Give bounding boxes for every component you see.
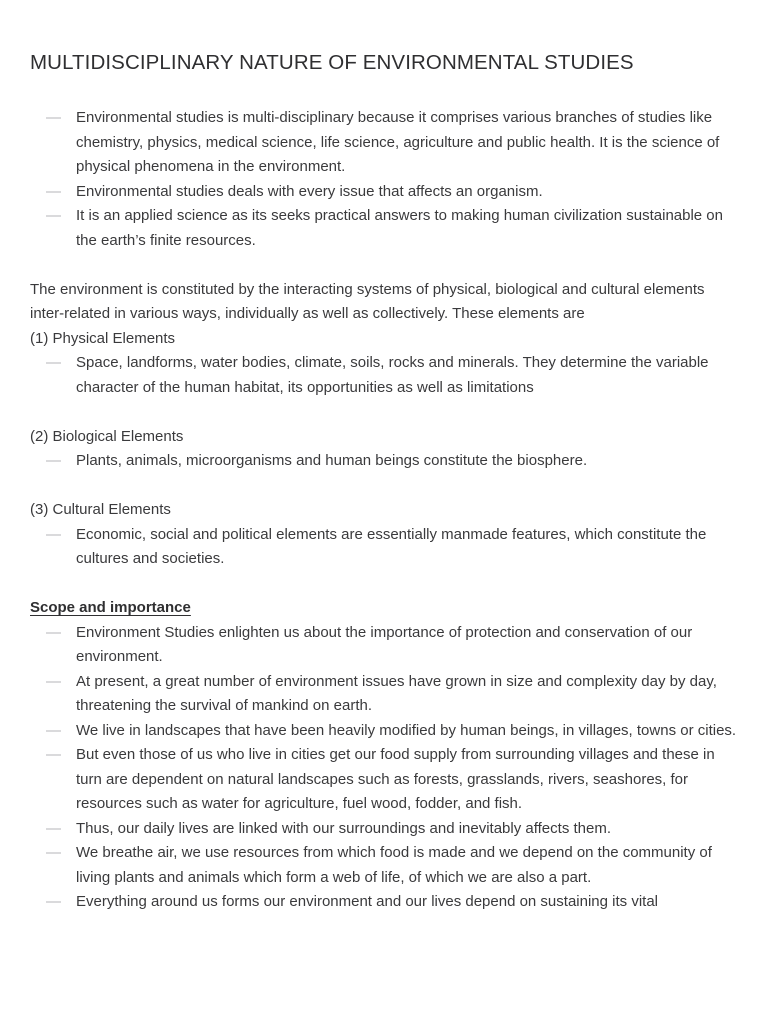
list-item (30, 743, 740, 817)
list-item-text: We breathe air, we use resources from which food is made and we depend on the community of living plants and animals which form a web of life, of which we are also a part. (76, 844, 712, 886)
list-item-text: Environmental studies deals with every issue that affects an organism. (76, 182, 543, 200)
spacer (30, 572, 740, 597)
list-item (30, 670, 740, 719)
dash-bullet: — (46, 207, 61, 224)
cultural-elements-list (30, 523, 740, 572)
physical-elements-list (30, 351, 740, 400)
dash-bullet: — (46, 746, 61, 763)
list-item-text: Plants, animals, microorganisms and human beings constitute the biosphere. (76, 452, 588, 469)
list-item (30, 719, 740, 744)
list-item-text: It is an applied science as its seeks practical answers to making human civilization sustainable on the earth’s finite resources. (76, 207, 723, 249)
page-title: MULTIDISCIPLINARY NATURE OF ENVIRONMENTAL STUDIES (30, 51, 634, 74)
list-item-text: Economic, social and political elements are essentially manmade features, which constitute the cultures and societies. (76, 525, 707, 567)
list-item-text: Environment Studies enlighten us about the importance of protection and conservation of our environment. (76, 623, 693, 665)
spacer (30, 474, 740, 499)
list-item-text: Environmental studies is multi-disciplinary because it comprises various branches of studies like chemistry, physics, medical science, life science, agriculture and public health. It is the science of physical phenomena in the environment. (76, 109, 720, 175)
list-item (30, 449, 740, 474)
list-item-text: At present, a great number of environment issues have grown in size and complexity day by day, threatening the survival of mankind on earth. (76, 672, 717, 714)
scope-list (30, 621, 740, 915)
biological-elements-list (30, 449, 740, 474)
dash-bullet: — (46, 182, 61, 200)
list-item (30, 621, 740, 670)
list-item (30, 841, 740, 890)
dash-bullet: — (46, 819, 61, 837)
list-item (30, 523, 740, 572)
biological-elements-heading: (2) Biological Elements (30, 427, 184, 445)
list-item-text: Space, landforms, water bodies, climate, soils, rocks and minerals. They determine the variable character of the human habitat, its opportunities as well as limitations (76, 354, 709, 396)
list-item-text: Thus, our daily lives are linked with our surroundings and inevitably affects them. (76, 819, 611, 837)
spacer (30, 400, 740, 425)
environment-paragraph: The environment is constituted by the interacting systems of physical, biological and cultural elements inter-related in various ways, individually as well as collectively. These elements are (30, 280, 705, 322)
dash-bullet: — (46, 672, 61, 690)
intro-list (30, 106, 740, 253)
scope-heading: Scope and importance (30, 599, 191, 616)
dash-bullet: — (46, 452, 61, 469)
dash-bullet: — (46, 109, 61, 126)
list-item (30, 890, 740, 915)
physical-elements-heading: (1) Physical Elements (30, 329, 176, 347)
list-item (30, 180, 740, 205)
list-item (30, 204, 740, 253)
list-item (30, 351, 740, 400)
list-item (30, 106, 740, 180)
list-item-text: But even those of us who live in cities get our food supply from surrounding villages and these in turn are dependent on natural landscapes such as forests, grasslands, rivers, seashores, for resources such as water for agriculture, fuel wood, fodder, and fish. (76, 746, 715, 812)
dash-bullet: — (46, 893, 61, 910)
dash-bullet: — (46, 354, 61, 371)
cultural-elements-heading: (3) Cultural Elements (30, 501, 171, 518)
spacer (30, 253, 740, 278)
dash-bullet: — (46, 623, 61, 641)
dash-bullet: — (46, 525, 61, 543)
list-item-text: We live in landscapes that have been heavily modified by human beings, in villages, towns or cities. (76, 721, 737, 739)
list-item (30, 817, 740, 842)
list-item-text: Everything around us forms our environment and our lives depend on sustaining its vital (76, 893, 658, 910)
dash-bullet: — (46, 844, 61, 861)
dash-bullet: — (46, 721, 61, 739)
